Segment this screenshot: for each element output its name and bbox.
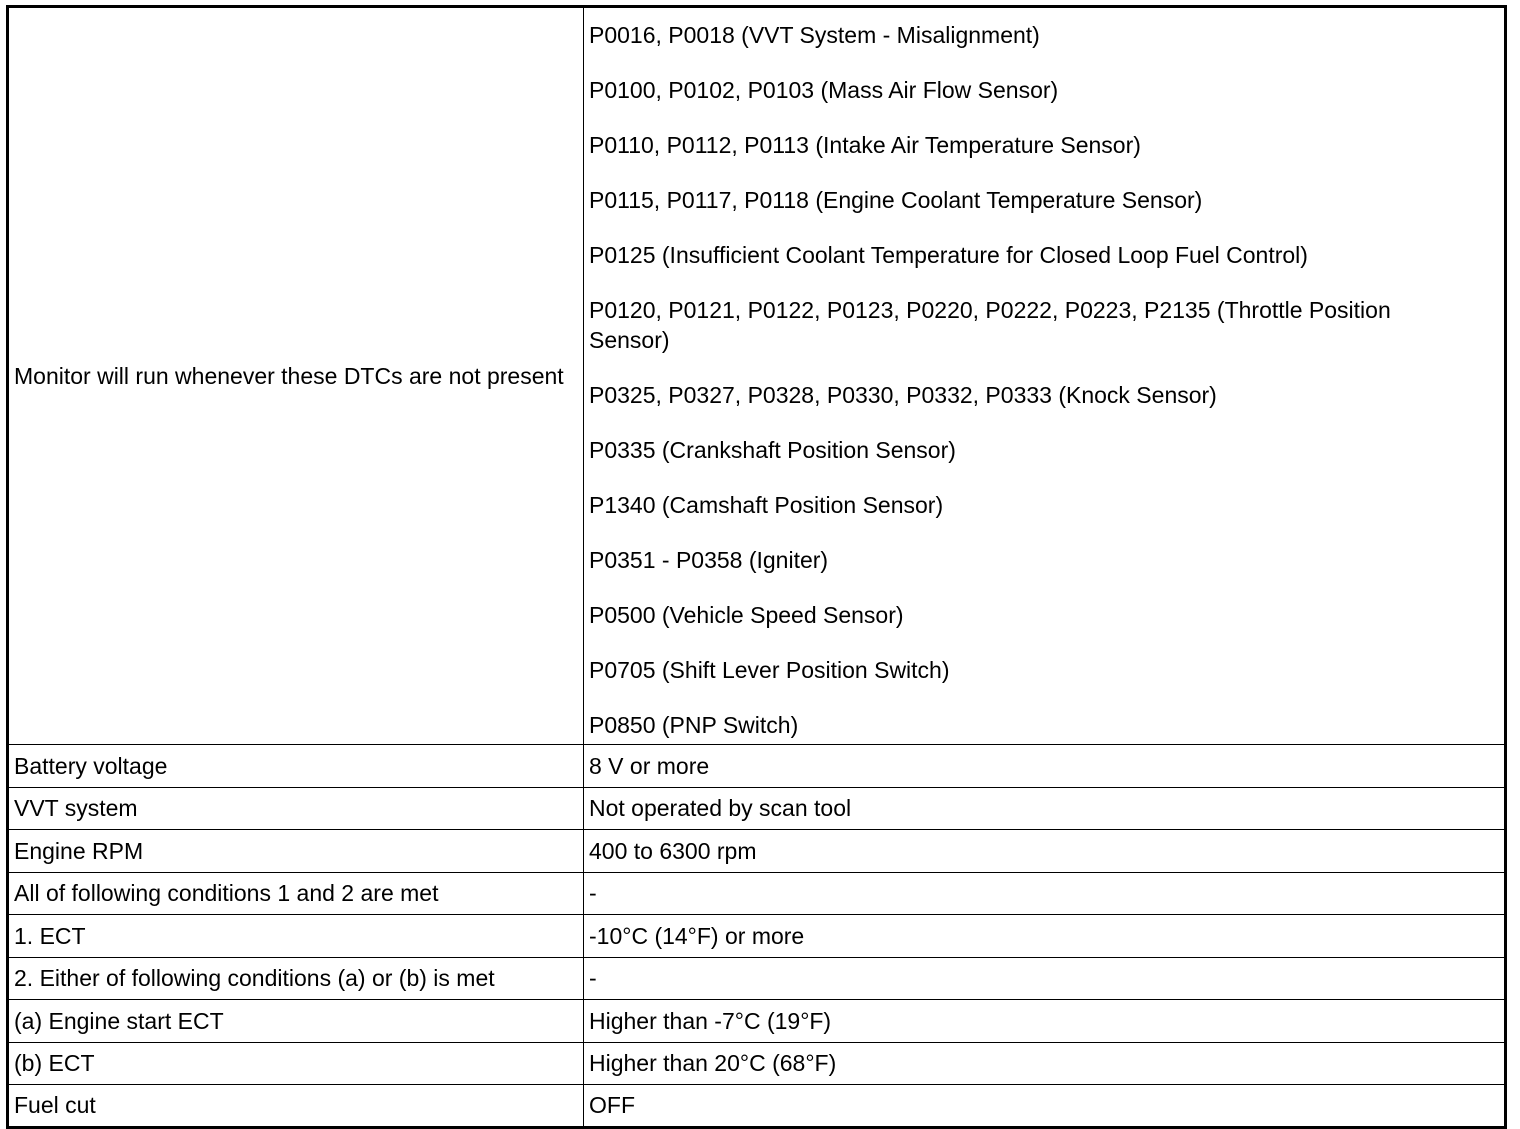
table-row (8, 830, 1506, 873)
table-row (8, 787, 1506, 830)
condition-label: (a) Engine start ECT (8, 1000, 584, 1043)
dtc-item: P1340 (Camshaft Position Sensor) (589, 492, 944, 518)
dtc-condition-label: Monitor will run whenever these DTCs are not present (8, 7, 584, 745)
table-row (8, 957, 1506, 1000)
dtc-item: P0335 (Crankshaft Position Sensor) (589, 437, 956, 463)
condition-value: Higher than 20°C (68°F) (584, 1042, 1506, 1085)
dtc-item: P0705 (Shift Lever Position Switch) (589, 657, 950, 683)
condition-label: (b) ECT (8, 1042, 584, 1085)
condition-value: 8 V or more (584, 745, 1506, 788)
condition-label: Engine RPM (8, 830, 584, 873)
dtc-item: P0850 (PNP Switch) (589, 712, 799, 738)
conditions-table (6, 5, 1507, 1129)
condition-value: - (584, 957, 1506, 1000)
dtc-list (584, 7, 1506, 745)
condition-label: Battery voltage (8, 745, 584, 788)
table-row (8, 872, 1506, 915)
dtc-item: P0325, P0327, P0328, P0330, P0332, P0333 (Knock Sensor) (589, 382, 1217, 408)
condition-value: - (584, 872, 1506, 915)
condition-value: -10°C (14°F) or more (584, 915, 1506, 958)
condition-label: 2. Either of following conditions (a) or (b) is met (8, 957, 584, 1000)
dtc-item: P0500 (Vehicle Speed Sensor) (589, 602, 904, 628)
table-row (8, 1042, 1506, 1085)
dtc-item: P0016, P0018 (VVT System - Misalignment) (589, 22, 1040, 48)
condition-label: VVT system (8, 787, 584, 830)
dtc-item: P0100, P0102, P0103 (Mass Air Flow Sensor) (589, 77, 1059, 103)
condition-label: 1. ECT (8, 915, 584, 958)
table-row-dtc-conditions (8, 7, 1506, 745)
condition-label: All of following conditions 1 and 2 are met (8, 872, 584, 915)
dtc-item: P0351 - P0358 (Igniter) (589, 547, 829, 573)
dtc-item: P0115, P0117, P0118 (Engine Coolant Temperature Sensor) (589, 187, 1203, 213)
dtc-item: P0110, P0112, P0113 (Intake Air Temperature Sensor) (589, 132, 1141, 158)
condition-value: Not operated by scan tool (584, 787, 1506, 830)
condition-label: Fuel cut (8, 1085, 584, 1128)
dtc-item: P0120, P0121, P0122, P0123, P0220, P0222, P0223, P2135 (Throttle Position Sensor) (589, 297, 1391, 353)
condition-value: Higher than -7°C (19°F) (584, 1000, 1506, 1043)
table-row (8, 915, 1506, 958)
table-row (8, 1000, 1506, 1043)
condition-value: 400 to 6300 rpm (584, 830, 1506, 873)
condition-value: OFF (584, 1085, 1506, 1128)
dtc-item: P0125 (Insufficient Coolant Temperature for Closed Loop Fuel Control) (589, 242, 1308, 268)
table-row (8, 1085, 1506, 1128)
table-row (8, 745, 1506, 788)
